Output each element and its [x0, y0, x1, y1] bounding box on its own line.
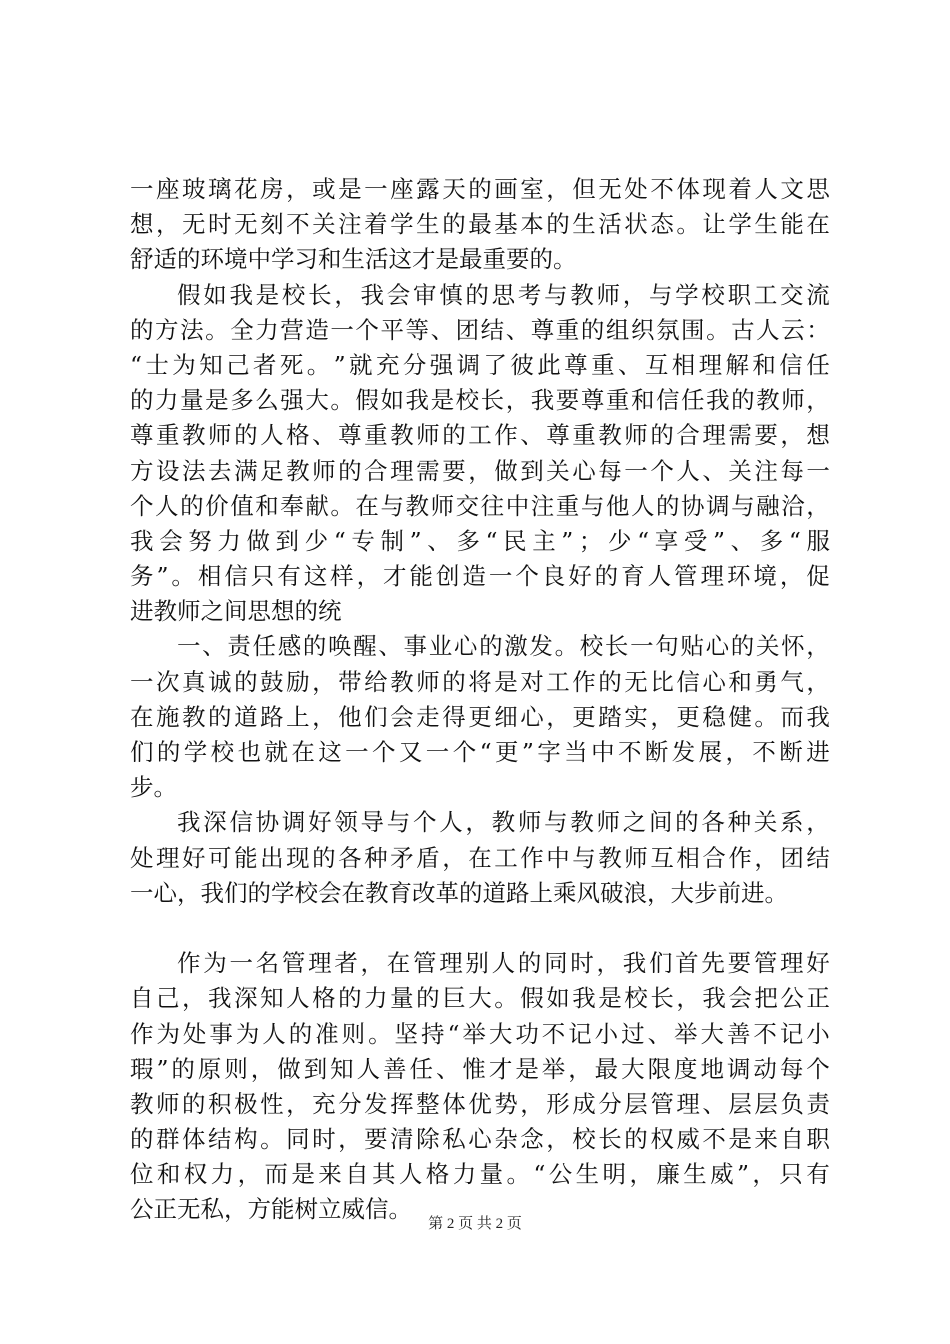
text-line: “ 士 为 知 己 者 死 。 ” 就 充 分 强 调 了 彼 此 尊 重 、 互 相 理 解 和 信 任 — [130, 350, 830, 379]
text-line: 位 和 权 力 ， 而 是 来 自 其 人 格 力 量 。 “ 公 生 明 ， 廉 生 威 ” ， 只 有 — [130, 1160, 830, 1189]
text-line: 一心，我们的学校会在教育改革的道路上乘风破浪，大步前进。 — [130, 878, 788, 907]
text-line: 瑕 ” 的 原 则 ， 做 到 知 人 善 任 、 惟 才 是 举 ， 最 大 限 度 地 调 动 每 个 — [130, 1054, 830, 1083]
text-line: 公正无私，方能树立威信。 — [130, 1195, 412, 1224]
document-body — [130, 172, 830, 1228]
text-line: 我 深 信 协 调 好 领 导 与 个 人 ， 教 师 与 教 师 之 间 的 各 种 关 系 ， — [177, 808, 830, 837]
text-line: 方 设 法 去 满 足 教 师 的 合 理 需 要 ， 做 到 关 心 每 一 个 人 、 关 注 每 一 — [130, 456, 830, 485]
text-line: 一 座 玻 璃 花 房 ， 或 是 一 座 露 天 的 画 室 ， 但 无 处 不 体 现 着 人 文 思 — [130, 175, 830, 203]
text-line: 作 为 一 名 管 理 者 ， 在 管 理 别 人 的 同 时 ， 我 们 首 先 要 管 理 好 — [177, 949, 830, 978]
text-line: 的 群 体 结 构 。 同 时 ， 要 清 除 私 心 杂 念 ， 校 长 的 权 威 不 是 来 自 职 — [130, 1125, 830, 1154]
text-line: 我 会 努 力 做 到 少 “ 专 制 ” 、 多 “ 民 主 ” ； 少 “ 享 受 ” 、 多 “ 服 — [130, 526, 830, 555]
text-line: 进教师之间思想的统 — [130, 597, 342, 626]
text-line: 们 的 学 校 也 就 在 这 一 个 又 一 个 “ 更 ” 字 当 中 不 断 发 展 ， 不 断 进 — [130, 738, 830, 766]
text-line: 的 方 法 。 全 力 营 造 一 个 平 等 、 团 结 、 尊 重 的 组 织 氛 围 。 古 人 云 ： — [130, 315, 830, 344]
blank-line — [130, 911, 830, 946]
text-line: 作 为 处 事 为 人 的 准 则 。 坚 持 “ 举 大 功 不 记 小 过 、 举 大 善 不 记 小 — [130, 1019, 830, 1048]
text-line: 一 、 责 任 感 的 唤 醒 、 事 业 心 的 激 发 。 校 长 一 句 贴 心 的 关 怀 ， — [177, 632, 830, 661]
text-line: 假 如 我 是 校 长 ， 我 会 审 慎 的 思 考 与 教 师 ， 与 学 校 职 工 交 流 — [177, 280, 830, 309]
text-line: 的 力 量 是 多 么 强 大 。 假 如 我 是 校 长 ， 我 要 尊 重 和 信 任 我 的 教 师 ， — [130, 386, 830, 415]
text-line: 处 理 好 可 能 出 现 的 各 种 矛 盾 ， 在 工 作 中 与 教 师 互 相 合 作 ， 团 结 — [130, 843, 830, 872]
text-line: 自 己 ， 我 深 知 人 格 的 力 量 的 巨 大 。 假 如 我 是 校 长 ， 我 会 把 公 正 — [130, 984, 830, 1013]
text-line: 舒适的环境中学习和生活这才是最重要的。 — [130, 245, 577, 274]
text-line: 尊 重 教 师 的 人 格 、 尊 重 教 师 的 工 作 、 尊 重 教 师 的 合 理 需 要 ， 想 — [130, 421, 830, 450]
text-line: 务 ” 。 相 信 只 有 这 样 ， 才 能 创 造 一 个 良 好 的 育 人 管 理 环 境 ， 促 — [130, 562, 830, 591]
text-line: 步。 — [130, 773, 177, 802]
text-line: 一 次 真 诚 的 鼓 励 ， 带 给 教 师 的 将 是 对 工 作 的 无 比 信 心 和 勇 气 ， — [130, 667, 830, 696]
text-line: 在 施 教 的 道 路 上 ， 他 们 会 走 得 更 细 心 ， 更 踏 实 ， 更 稳 健 。 而 我 — [130, 702, 830, 731]
text-line: 个 人 的 价 值 和 奉 献 。 在 与 教 师 交 往 中 注 重 与 他 人 的 协 调 与 融 洽 ， — [130, 491, 830, 520]
page-footer: 第 2 页 共 2 页 — [428, 1216, 522, 1232]
text-line: 想 ， 无 时 无 刻 不 关 注 着 学 生 的 最 基 本 的 生 活 状 态 。 让 学 生 能 在 — [130, 210, 830, 239]
text-line: 教 师 的 积 极 性 ， 充 分 发 挥 整 体 优 势 ， 形 成 分 层 管 理 、 层 层 负 责 — [130, 1089, 830, 1118]
